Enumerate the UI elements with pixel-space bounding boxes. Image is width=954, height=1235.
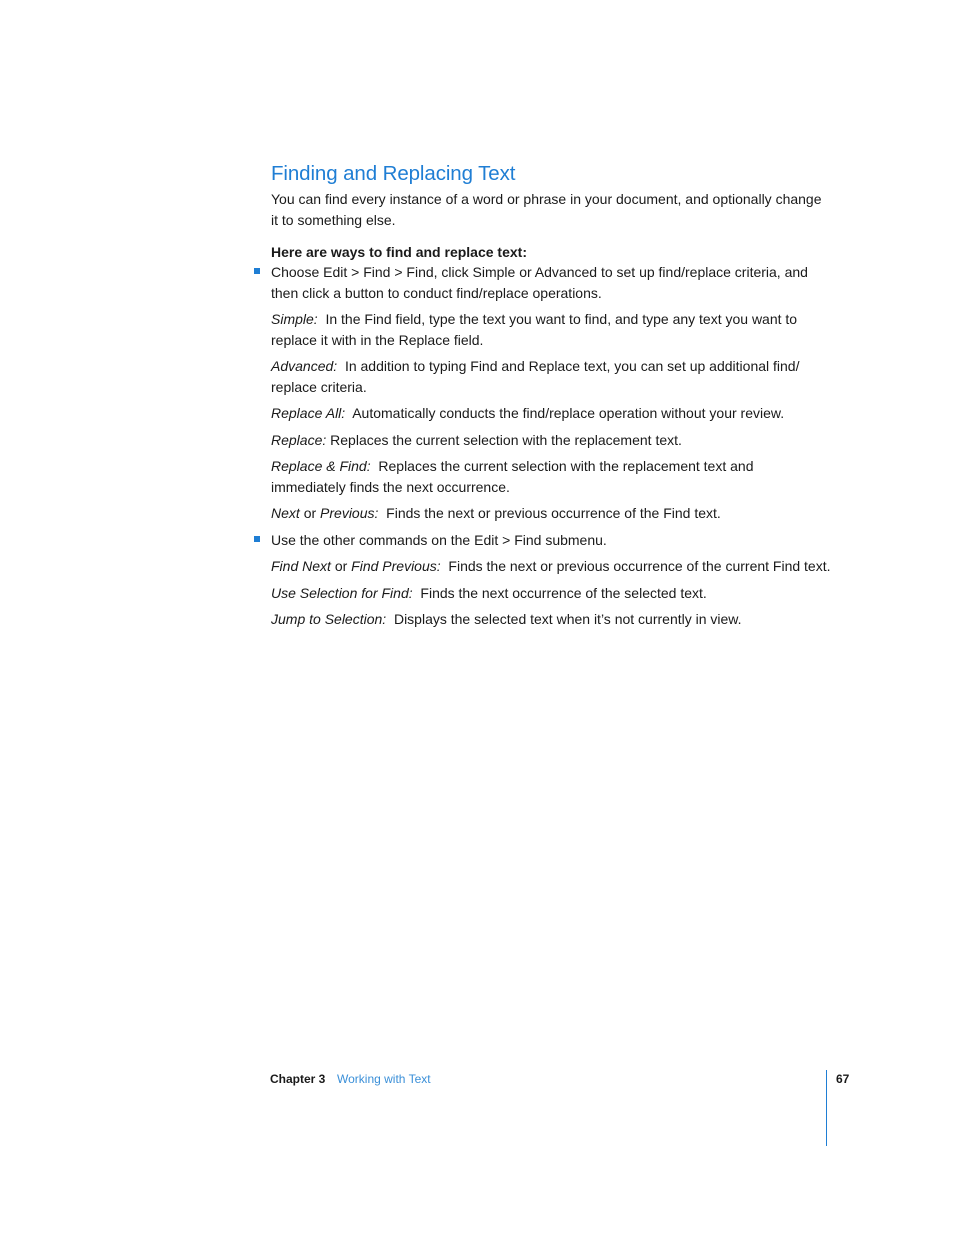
definition-item xyxy=(271,356,831,397)
definition-term: Jump to Selection: xyxy=(271,611,387,627)
page-content xyxy=(271,160,831,630)
bullet-item xyxy=(271,530,831,551)
definition-desc: Replaces the current selection with the replacement text. xyxy=(330,431,682,448)
definition-joiner: or xyxy=(303,505,317,521)
definition-term: Replace: xyxy=(271,431,327,448)
definition-desc: Displays the selected text when it’s not currently in view. xyxy=(393,611,742,627)
definition-desc: Replaces the current selection with the replacement text and immediately finds the next occurrence. xyxy=(271,458,754,495)
bullet-item xyxy=(271,262,831,303)
definition-desc: In the Find field, type the text you want to find, and type any text you want to replace it with in the Replace field. xyxy=(271,311,798,348)
definition-desc: Finds the next or previous occurrence of the Find text. xyxy=(386,505,721,521)
bullet-square-icon xyxy=(254,268,260,274)
definition-term-a: Find Next xyxy=(271,558,331,574)
bullet-text: Use the other commands on the Edit > Find submenu. xyxy=(271,531,607,548)
definition-item xyxy=(271,309,831,350)
definition-desc: Finds the next occurrence of the selected text. xyxy=(420,584,707,601)
footer-chapter-label: Chapter 3 xyxy=(270,1072,326,1086)
definition-term-a: Next xyxy=(271,505,300,521)
definition-item xyxy=(271,583,831,604)
definition-item xyxy=(271,456,831,497)
footer-divider xyxy=(826,1070,827,1146)
bullet-square-icon xyxy=(254,536,260,542)
definition-item xyxy=(271,503,831,524)
section-heading: Finding and Replacing Text xyxy=(271,162,516,185)
page-number: 67 xyxy=(836,1072,850,1086)
definition-desc: Automatically conducts the find/replace operation without your review. xyxy=(352,405,785,421)
definition-term: Use Selection for Find: xyxy=(271,584,413,601)
definition-item xyxy=(271,403,831,424)
definition-term-b: Previous: xyxy=(320,505,379,521)
footer-chapter-title: Working with Text xyxy=(337,1072,431,1086)
lead-paragraph: Here are ways to find and replace text: xyxy=(271,244,527,260)
intro-paragraph: You can find every instance of a word or phrase in your document, and optionally change it to something else. xyxy=(271,191,822,228)
definition-term: Replace All: xyxy=(271,405,346,421)
definition-item xyxy=(271,556,831,577)
definition-desc: In addition to typing Find and Replace text, you can set up additional find/ replace criteria. xyxy=(271,358,800,395)
definition-term: Replace & Find: xyxy=(271,458,371,474)
definition-joiner: or xyxy=(334,558,348,574)
definition-desc: Finds the next or previous occurrence of the current Find text. xyxy=(448,558,831,574)
definition-term: Simple: xyxy=(271,311,318,327)
definition-term-b: Find Previous: xyxy=(351,558,441,574)
definition-term: Advanced: xyxy=(271,358,338,374)
bullet-text: Choose Edit > Find > Find, click Simple or Advanced to set up find/replace criteria, and then click a button to conduct find/replace operations. xyxy=(271,264,808,301)
definition-item xyxy=(271,609,831,630)
definition-item xyxy=(271,430,831,451)
